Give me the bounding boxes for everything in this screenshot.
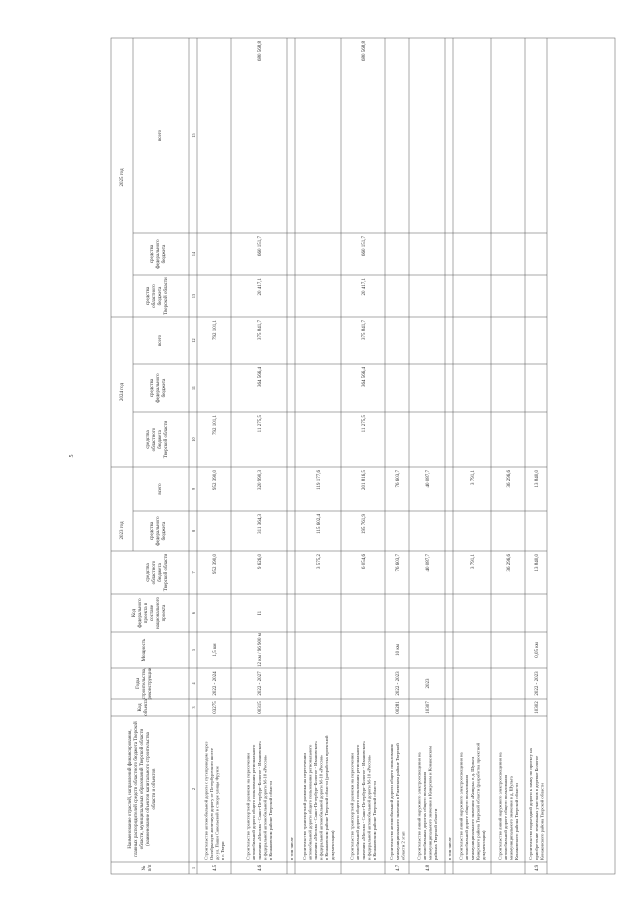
object-name: Конаковского района Тверской области — [539, 783, 545, 860]
header-regional-budget: бюджета — [158, 286, 163, 306]
column-number: 1 — [191, 866, 196, 870]
fed-project-code: I1 — [258, 610, 263, 616]
amount-cell: 364 566,4 — [258, 367, 263, 387]
column-number: 9 — [191, 487, 196, 491]
column-number: 8 — [191, 529, 196, 533]
object-name: Строительство линий наружного электроосвещения на — [416, 752, 422, 860]
amount-cell: 952 390,0 — [213, 554, 218, 574]
header-num-label: п/п — [148, 864, 153, 872]
header-fed-code-label: проекта в — [144, 602, 149, 624]
header-code-label: объекта — [144, 699, 149, 716]
amount-cell: 40 087,7 — [426, 470, 431, 488]
object-code: 03275 — [213, 701, 218, 714]
object-name: значения «Москва - Санкт-Петербург-Бологое - Ивановское» — [256, 740, 262, 860]
column-number: 14 — [191, 251, 196, 257]
header-name-label: области, муниципальных образований Тверской области — [140, 728, 145, 850]
amount-cell: 115 602,4 — [317, 514, 322, 534]
amount-cell: 6 054,6 — [362, 554, 367, 569]
header-regional-budget: областного — [152, 284, 157, 308]
object-name: документации) — [481, 830, 486, 860]
capacity: 10 км — [396, 644, 401, 656]
column-number: 11 — [191, 385, 196, 391]
header-year-2025: 2025 год — [120, 168, 125, 187]
build-years: 2022 - 2023 — [535, 671, 540, 696]
row-number: 4.6 — [258, 864, 263, 872]
object-name: и федеральной автомобильной дороги М-10 «Россия» — [366, 754, 372, 860]
column-number: 6 — [191, 611, 196, 615]
header-year-2023: 2023 год — [120, 521, 125, 540]
object-name: Строительство линий наружного электроосвещения на — [458, 752, 464, 860]
header-regional-budget: бюджета — [158, 430, 163, 449]
object-name: автомобильной дороги общего пользования регионального — [355, 744, 361, 860]
header-name-label: области и объектов — [152, 768, 157, 810]
header-num-label: № — [142, 865, 147, 871]
object-name: в Конаковском районе Тверской области (разработка проектной — [324, 735, 330, 860]
amount-cell: 119 177,6 — [317, 470, 322, 490]
amount-cell: 201 816,5 — [362, 470, 367, 490]
header-regional-budget: Тверской области — [164, 277, 169, 315]
column-number: 2 — [191, 787, 196, 791]
header-federal-budget: средства — [150, 378, 155, 398]
build-years: 2022 - 2024 — [213, 671, 218, 696]
header-fed-code-label: составе — [150, 604, 155, 622]
object-name: и федеральной автомобильной дороги М-10 «Россия» — [262, 754, 268, 860]
object-name: в том числе — [447, 837, 452, 860]
amount-cell: 76 603,7 — [396, 554, 401, 572]
header-fed-code-label: проекта — [162, 604, 167, 622]
object-name: Кимрского района Тверской области (разработка проектной — [475, 743, 481, 860]
amount-cell: 375 841,7 — [258, 320, 263, 340]
header-total: всего — [158, 129, 163, 142]
object-name: Строительство автомобильной дороги общего пользования — [389, 744, 395, 860]
amount-cell: 3 575,2 — [317, 554, 322, 569]
column-number: 12 — [191, 338, 196, 343]
capacity: 1,5 км — [213, 643, 218, 657]
amount-cell: 11 275,5 — [362, 415, 367, 433]
object-name: межмуниципального значения в Ржевском районе Тверской — [394, 743, 400, 860]
header-total: всего — [158, 334, 163, 347]
object-name: документации) — [329, 830, 335, 860]
capacity: 0,05 км — [535, 642, 540, 658]
object-name: Строительство транспортной развязки на пересечении — [301, 753, 307, 860]
page-number: 5 — [69, 454, 75, 458]
column-number: 10 — [191, 437, 196, 442]
object-name: значения «Москва - Санкт-Петербург-Бологое - Ивановское» — [360, 740, 366, 860]
object-name: до ул. Паши Савельевой в створе улицы Фрунзе — [214, 765, 220, 860]
build-years: 2023 — [426, 678, 431, 689]
row-number: 4.8 — [426, 864, 431, 872]
object-name: Строительство транспортной развязки на пересечении — [349, 753, 355, 860]
object-name: приобретение земельных участков в деревне Бологое — [533, 755, 539, 860]
amount-cell: 792 101,1 — [213, 415, 218, 435]
row-number: 4.9 — [535, 864, 540, 872]
header-regional-budget: Тверской области — [164, 420, 169, 459]
amount-cell: 20 417,1 — [362, 278, 367, 296]
object-name: Строительство транспортной развязки на пересечении — [245, 753, 251, 860]
header-federal-budget: бюджета — [162, 521, 167, 541]
header-total: всего — [158, 483, 163, 495]
header-capacity-label: Мощность — [142, 638, 147, 662]
object-name: значения «Москва - Санкт-Петербург-Бологое - Ивановское» — [313, 740, 318, 860]
header-fed-code-label: национального — [156, 596, 161, 630]
object-name: в том числе — [289, 837, 294, 860]
header-regional-budget: областного — [152, 560, 157, 585]
header-years-label: Годы — [136, 678, 141, 689]
amount-cell: 13 840,0 — [535, 554, 540, 572]
object-name: и федеральной автомобильной дороги М-10 «Россия» — [318, 754, 324, 860]
object-name: автомобильных дорогах общего пользования — [422, 772, 427, 860]
amount-cell: 9 626,0 — [258, 554, 263, 569]
object-name: межмуниципального значения в д. Шульга — [508, 776, 514, 860]
header-year-2024: 2024 год — [120, 382, 125, 402]
column-number: 15 — [191, 133, 196, 138]
object-name: автомобильной дороги общего пользования регионального — [307, 744, 313, 860]
amount-cell: 11 275,5 — [258, 415, 263, 433]
object-code: 10302 — [535, 701, 540, 714]
object-name: в Конаковском районе Тверской области — [372, 781, 377, 860]
header-federal-budget: федерального — [156, 239, 161, 269]
build-years: 2022 - 2027 — [258, 671, 263, 696]
amount-cell: 375 841,7 — [362, 320, 367, 340]
header-name-label: (наименование объектов капитального строительства — [146, 732, 151, 846]
column-number: 3 — [191, 706, 196, 709]
header-regional-budget: средства — [146, 430, 151, 449]
amount-cell: 36 296,6 — [507, 470, 512, 488]
amount-cell: 76 603,7 — [396, 470, 401, 488]
column-number: 5 — [191, 648, 196, 652]
object-name: Конаковского района Тверской области — [514, 783, 520, 860]
capacity: 12 км / 96 900 м — [258, 633, 263, 667]
header-fed-code-label: федерального — [138, 598, 143, 628]
amount-cell: 660 151,7 — [258, 236, 263, 256]
object-name: в Конаковском районе Тверской области — [268, 781, 273, 860]
table-body — [203, 41, 544, 872]
header-years-label: реконструкции — [148, 667, 153, 700]
amount-cell: 20 417,1 — [258, 278, 263, 296]
header-regional-budget: Тверской области — [164, 553, 169, 592]
object-name: Октябрьскую железную дорогу от Петербургского шоссе — [209, 747, 214, 860]
amount-cell: 680 568,8 — [258, 41, 263, 61]
amount-cell: 40 087,7 — [426, 554, 431, 572]
header-federal-budget: средства — [150, 244, 155, 264]
header-regional-budget: бюджета — [158, 563, 163, 582]
amount-cell: 660 151,7 — [362, 236, 367, 256]
amount-cell: 792 101,1 — [213, 320, 218, 340]
header-federal-budget: федерального — [156, 373, 161, 403]
object-code: 00315 — [258, 701, 263, 714]
object-name: автомобильной дороге общего пользования — [503, 774, 508, 860]
object-name: районах Тверской области — [433, 808, 439, 860]
header-federal-budget: бюджета — [162, 378, 167, 398]
row-number: 4.7 — [396, 864, 401, 872]
header-years-label: строительства, — [142, 667, 147, 700]
table-header — [120, 129, 196, 871]
header-code-label: Код — [138, 703, 143, 712]
amount-cell: 36 296,6 — [507, 554, 512, 572]
header-federal-budget: средства — [150, 521, 155, 541]
build-years: 2022 - 2023 — [396, 671, 401, 696]
header-name-label: главных распорядителей средств областного бюджета Тверской — [134, 721, 139, 857]
object-name: автомобильной дороги общего пользования регионального — [251, 744, 257, 860]
amount-cell: 3 791,1 — [471, 554, 476, 569]
object-name: Строительство линий наружного электроосвещения на — [497, 752, 503, 860]
header-federal-budget: бюджета — [162, 244, 167, 264]
column-number: 13 — [191, 293, 196, 299]
object-code: 00281 — [396, 701, 401, 714]
header-regional-budget: областного — [152, 427, 157, 452]
amount-cell: 680 568,8 — [362, 41, 367, 61]
amount-cell: 952 390,0 — [213, 470, 218, 490]
row-number: 4.5 — [213, 864, 218, 872]
object-name: Строительство подъездной дороги к замку по проекту на — [528, 748, 534, 860]
header-regional-budget: средства — [146, 563, 151, 582]
object-code: 10307 — [426, 701, 431, 714]
column-number: 4 — [191, 682, 196, 685]
amount-cell: 364 566,4 — [362, 367, 367, 387]
rotated-table — [111, 38, 615, 874]
header-federal-budget: федерального — [156, 516, 161, 546]
amount-cell: 3 791,1 — [471, 470, 476, 485]
object-name: автомобильной дороге общего пользования — [464, 774, 470, 860]
amount-cell: 13 840,0 — [535, 470, 540, 488]
amount-cell: 195 761,9 — [362, 514, 367, 534]
object-name: в г. Твери — [220, 841, 226, 860]
header-fed-code-label: Код — [132, 609, 137, 617]
header-regional-budget: средства — [146, 286, 151, 306]
object-name: межмуниципального значения «Кимры» в д. Шульга — [469, 756, 475, 860]
amount-cell: 311 364,3 — [258, 514, 263, 534]
amount-cell: 320 990,3 — [258, 470, 263, 490]
column-number: 7 — [191, 571, 196, 574]
object-name: Строительство автомобильной дороги с путепроводом через — [203, 741, 209, 860]
object-name: межмуниципального значения в Кимрском и Конаковском — [427, 746, 433, 860]
object-name: области 2 этап — [400, 831, 406, 860]
header-name-label: Наименование отраслей, направлений финансирования, — [128, 729, 133, 849]
